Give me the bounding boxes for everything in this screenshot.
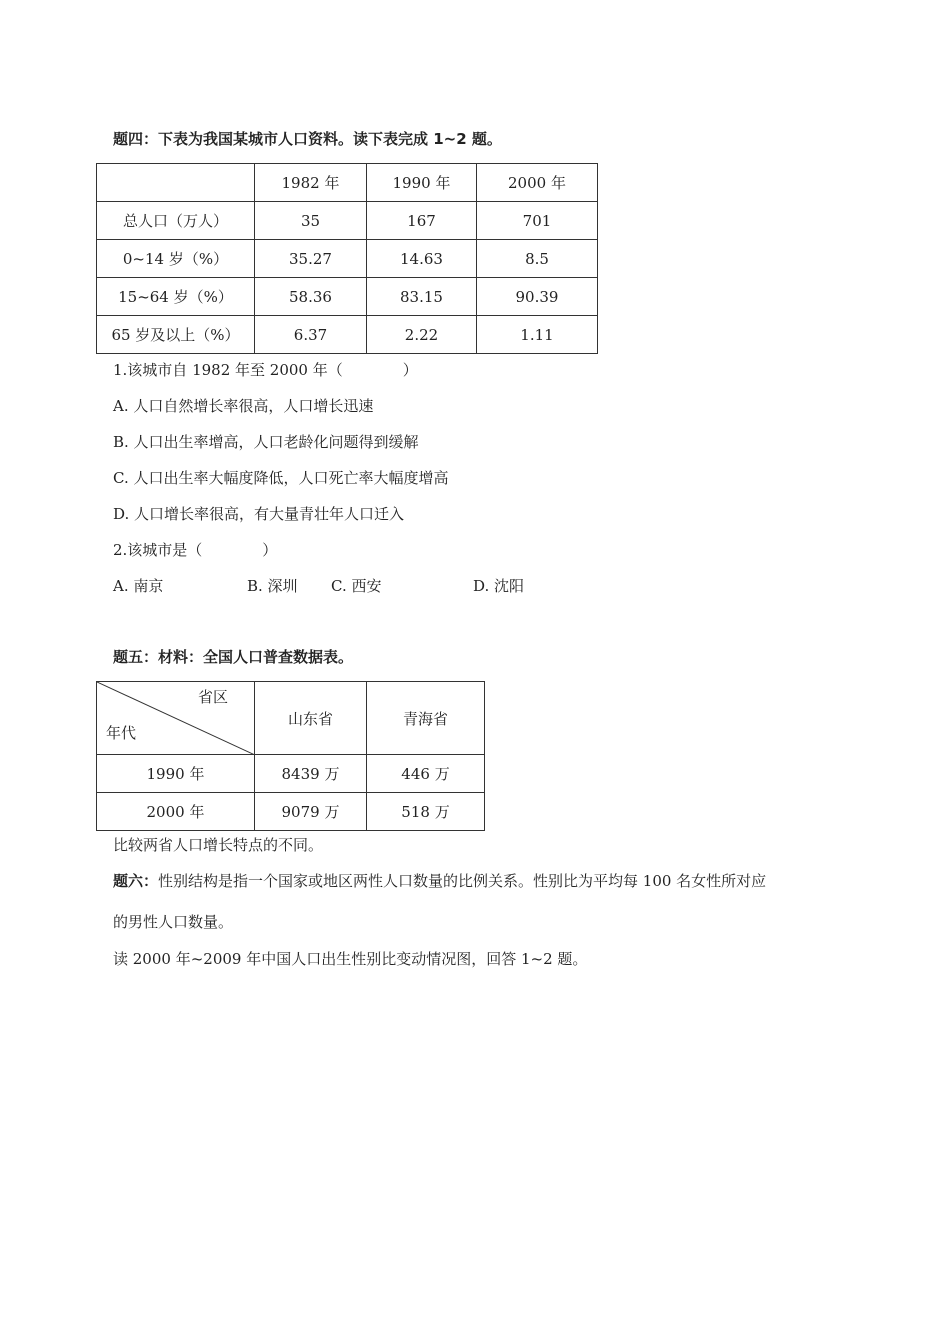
table-cell: 167	[367, 202, 477, 240]
table-row	[97, 202, 598, 240]
table-cell: 701	[477, 202, 598, 240]
table-header-cell: 青海省	[367, 682, 485, 755]
table-cell: 58.36	[255, 278, 367, 316]
q4-question-1: 1.该城市自 1982 年至 2000 年（ ）	[113, 361, 418, 379]
table-cell: 1.11	[477, 316, 598, 354]
q4-population-table	[96, 163, 598, 354]
q6-line-2: 的男性人口数量。	[113, 913, 234, 931]
table-cell: 65 岁及以上（%）	[97, 316, 255, 354]
table-cell: 2.22	[367, 316, 477, 354]
table-header-cell: 山东省	[255, 682, 367, 755]
q5-note: 比较两省人口增长特点的不同。	[113, 836, 324, 854]
q4-q2-option-a: A. 南京	[113, 577, 164, 595]
table-cell: 8.5	[477, 240, 598, 278]
q6-line-1	[113, 870, 766, 891]
q4-heading	[113, 128, 502, 149]
table-row	[97, 793, 485, 831]
q6-line-3: 读 2000 年~2009 年中国人口出生性别比变动情况图，回答 1~2 题。	[113, 950, 588, 968]
table-header-cell: 1982 年	[255, 164, 367, 202]
q5-heading	[113, 646, 353, 667]
table-cell: 35	[255, 202, 367, 240]
table-cell: 35.27	[255, 240, 367, 278]
q4-q2-option-b: B. 深圳	[247, 577, 298, 595]
table-corner-cell	[97, 682, 255, 755]
q4-q1-option-d: D. 人口增长率很高，有大量青壮年人口迁入	[113, 505, 405, 523]
table-header-row	[97, 164, 598, 202]
q5-heading-text: 材料：全国人口普查数据表。	[158, 648, 354, 666]
q6-line-1-text: 性别结构是指一个国家或地区两性人口数量的比例关系。性别比为平均每 100 名女性所对应	[158, 872, 767, 890]
q5-census-table	[96, 681, 485, 831]
table-cell: 6.37	[255, 316, 367, 354]
q5-heading-label: 题五：	[113, 648, 159, 666]
q4-q1-option-b: B. 人口出生率增高，人口老龄化问题得到缓解	[113, 433, 419, 451]
table-cell: 0~14 岁（%）	[97, 240, 255, 278]
table-row	[97, 755, 485, 793]
q4-question-2: 2.该城市是（ ）	[113, 541, 278, 559]
diagonal-line	[97, 682, 255, 755]
table-cell: 15~64 岁（%）	[97, 278, 255, 316]
q4-q2-option-c: C. 西安	[331, 577, 382, 595]
table-row	[97, 278, 598, 316]
corner-label-province: 省区	[198, 688, 229, 706]
table-header-row	[97, 682, 485, 755]
table-cell: 1990 年	[97, 755, 255, 793]
table-header-cell: 1990 年	[367, 164, 477, 202]
q4-q1-option-c: C. 人口出生率大幅度降低，人口死亡率大幅度增高	[113, 469, 449, 487]
table-cell: 2000 年	[97, 793, 255, 831]
table-header-cell	[97, 164, 255, 202]
table-cell: 518 万	[367, 793, 485, 831]
table-cell: 90.39	[477, 278, 598, 316]
q4-heading-text: 下表为我国某城市人口资料。读下表完成 1~2 题。	[158, 130, 502, 148]
corner-label-year: 年代	[106, 724, 137, 742]
table-row	[97, 316, 598, 354]
table-cell: 446 万	[367, 755, 485, 793]
table-cell: 14.63	[367, 240, 477, 278]
table-cell: 9079 万	[255, 793, 367, 831]
table-cell: 83.15	[367, 278, 477, 316]
q4-q2-option-d: D. 沈阳	[473, 577, 525, 595]
table-cell: 8439 万	[255, 755, 367, 793]
table-cell: 总人口（万人）	[97, 202, 255, 240]
q4-q1-option-a: A. 人口自然增长率很高，人口增长迅速	[113, 397, 374, 415]
q6-heading-label: 题六：	[113, 872, 159, 890]
table-header-cell: 2000 年	[477, 164, 598, 202]
table-row	[97, 240, 598, 278]
q4-heading-label: 题四：	[113, 130, 159, 148]
